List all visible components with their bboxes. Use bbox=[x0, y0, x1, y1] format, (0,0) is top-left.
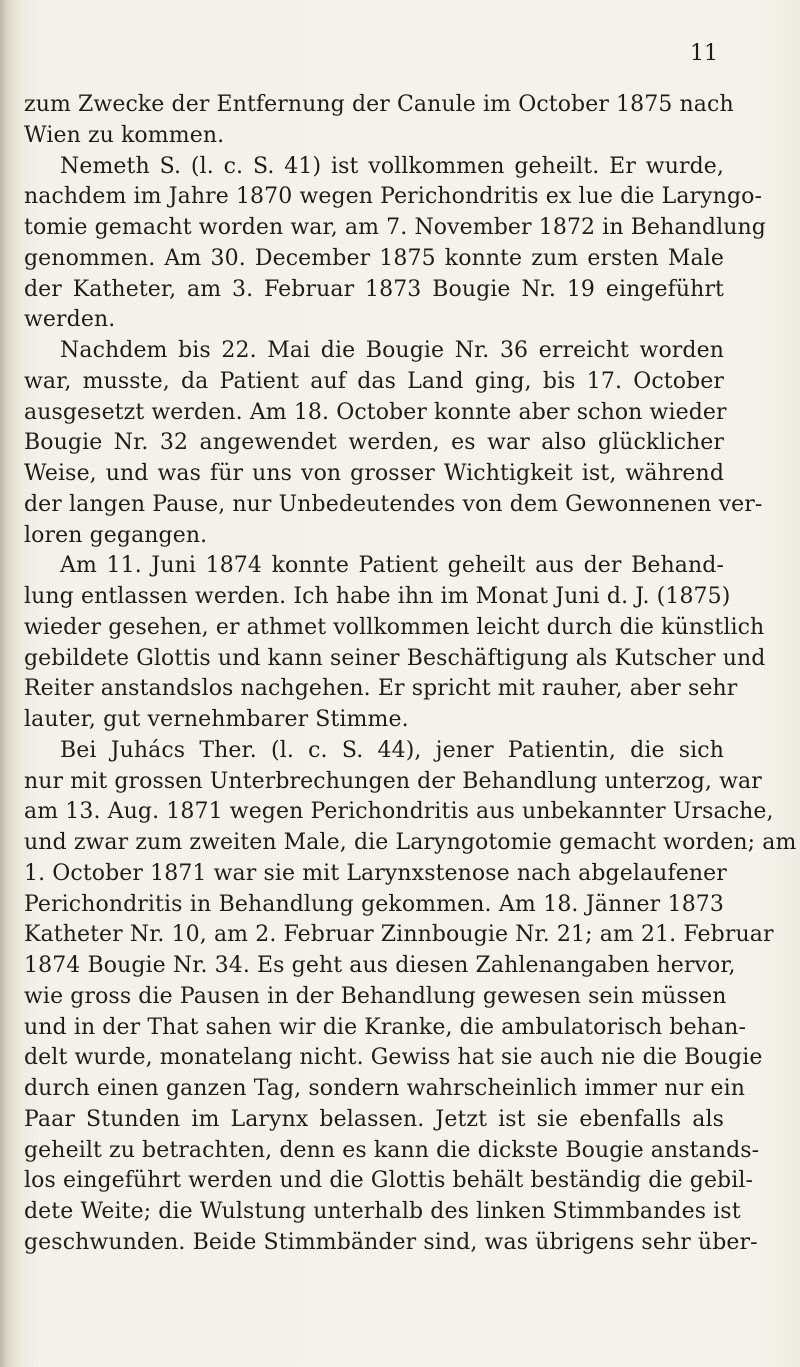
text-line: am 13. Aug. 1871 wegen Perichondritis aus unbekannter Ursache, bbox=[24, 799, 774, 825]
text-line: Bei Juhács Ther. (l. c. S. 44), jener Patientin, die sich bbox=[60, 737, 724, 763]
text-line: dete Weite; die Wulstung unterhalb des linken Stimmbandes ist bbox=[24, 1199, 741, 1224]
text-line: und in der That sahen wir die Kranke, die ambulatorisch behan- bbox=[24, 1014, 746, 1040]
text-line: der langen Pause, nur Unbedeutendes von dem Gewonnenen ver- bbox=[24, 491, 763, 517]
text-line: der Katheter, am 3. Februar 1873 Bougie Nr. 19 eingeführt bbox=[24, 276, 724, 302]
text-line: zum Zwecke der Entfernung der Canule im October 1875 nach bbox=[24, 92, 734, 117]
text-line: war, musste, da Patient auf das Land ging, bis 17. October bbox=[24, 368, 724, 394]
text-line: Wien zu kommen. bbox=[24, 122, 225, 148]
text-line: tomie gemacht worden war, am 7. November 1872 in Behandlung bbox=[24, 215, 766, 240]
text-line: loren gegangen. bbox=[24, 522, 208, 548]
text-line: lauter, gut vernehmbarer Stimme. bbox=[24, 707, 409, 732]
text-line: Reiter anstandslos nachgehen. Er spricht mit rauher, aber sehr bbox=[24, 676, 738, 702]
page-binding-edge bbox=[0, 0, 20, 1367]
text-line: gebildete Glottis und kann seiner Beschäftigung als Kutscher und bbox=[24, 645, 766, 671]
text-line: werden. bbox=[24, 307, 116, 333]
text-line: delt wurde, monatelang nicht. Gewiss hat sie auch nie die Bougie bbox=[24, 1045, 763, 1071]
text-line: Weise, und was für uns von grosser Wichtigkeit ist, während bbox=[24, 461, 724, 486]
text-line: und zwar zum zweiten Male, die Laryngotomie gemacht worden; am bbox=[24, 830, 797, 855]
text-line: wieder gesehen, er athmet vollkommen leicht durch die künstlich bbox=[24, 614, 765, 640]
text-line: los eingeführt werden und die Glottis behält beständig die gebil- bbox=[24, 1168, 754, 1194]
text-line: wie gross die Pausen in der Behandlung gewesen sein müssen bbox=[24, 983, 727, 1009]
text-line: nachdem im Jahre 1870 wegen Perichondritis ex lue die Laryngo- bbox=[24, 184, 763, 210]
text-line: Am 11. Juni 1874 konnte Patient geheilt aus der Behand- bbox=[60, 553, 724, 579]
page-number: 11 bbox=[690, 41, 718, 66]
text-line: Bougie Nr. 32 angewendet werden, es war also glücklicher bbox=[24, 430, 724, 456]
text-line: geschwunden. Beide Stimmbänder sind, was übrigens sehr über- bbox=[24, 1229, 758, 1255]
text-line: lung entlassen werden. Ich habe ihn im Monat Juni d. J. (1875) bbox=[24, 584, 731, 609]
text-line: Katheter Nr. 10, am 2. Februar Zinnbougie Nr. 21; am 21. Februar bbox=[24, 922, 774, 948]
body-text bbox=[24, 90, 797, 1259]
text-line: 1874 Bougie Nr. 34. Es geht aus diesen Zahlenangaben hervor, bbox=[24, 953, 736, 978]
text-line: Nemeth S. (l. c. S. 41) ist vollkommen geheilt. Er wurde, bbox=[60, 153, 724, 179]
text-line: Perichondritis in Behandlung gekommen. Am 18. Jänner 1873 bbox=[24, 891, 724, 917]
text-line: 1. October 1871 war sie mit Larynxstenose nach abgelaufener bbox=[24, 860, 727, 886]
text-line: genommen. Am 30. December 1875 konnte zum ersten Male bbox=[24, 245, 724, 271]
text-line: durch einen ganzen Tag, sondern wahrscheinlich immer nur ein bbox=[24, 1076, 745, 1101]
text-line: Nachdem bis 22. Mai die Bougie Nr. 36 erreicht worden bbox=[60, 338, 724, 363]
text-line: nur mit grossen Unterbrechungen der Behandlung unterzog, war bbox=[24, 768, 762, 794]
text-line: geheilt zu betrachten, denn es kann die dickste Bougie anstands- bbox=[24, 1137, 760, 1163]
text-line: Paar Stunden im Larynx belassen. Jetzt ist sie ebenfalls als bbox=[24, 1106, 724, 1132]
text-line: ausgesetzt werden. Am 18. October konnte aber schon wieder bbox=[24, 399, 727, 425]
